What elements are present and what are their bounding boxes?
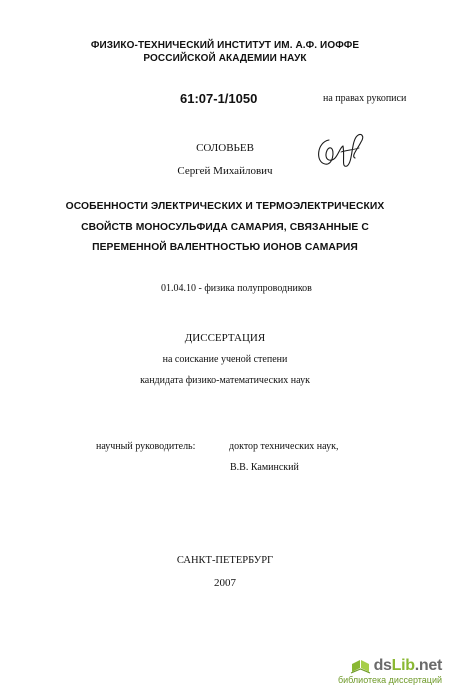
thesis-title-line3: ПЕРЕМЕННОЙ ВАЛЕНТНОСТЬЮ ИОНОВ САМАРИЯ	[92, 242, 358, 253]
watermark	[338, 657, 442, 685]
document-type-heading: ДИССЕРТАЦИЯ	[184, 332, 266, 344]
books-icon	[350, 657, 372, 675]
watermark-tagline: библиотека диссертаций	[337, 675, 442, 685]
supervisor-name: В.В. Каминский	[230, 462, 299, 473]
degree-sought-line2: кандидата физико-математических наук	[140, 375, 310, 386]
thesis-title-line2: СВОЙСТВ МОНОСУЛЬФИДА САМАРИЯ, СВЯЗАННЫЕ С	[81, 222, 369, 233]
supervisor-label: научный руководитель:	[96, 441, 196, 452]
watermark-logo	[338, 657, 442, 675]
publication-city: САНКТ-ПЕТЕРБУРГ	[176, 555, 274, 566]
institute-name-line1: ФИЗИКО-ТЕХНИЧЕСКИЙ ИНСТИТУТ ИМ. А.Ф. ИОФФЕ	[90, 40, 360, 51]
author-signature	[311, 128, 367, 174]
specialty-code: 01.04.10 - физика полупроводников	[161, 283, 312, 294]
degree-sought-line1: на соискание ученой степени	[162, 354, 288, 365]
author-surname: СОЛОВЬЕВ	[196, 142, 254, 154]
institute-name-line2: РОССИЙСКОЙ АКАДЕМИИ НАУК	[143, 53, 307, 64]
author-given-names: Сергей Михайлович	[177, 165, 273, 177]
watermark-brand: dsLib.net	[373, 657, 442, 674]
manuscript-rights-note: на правах рукописи	[323, 93, 407, 104]
publication-year: 2007	[214, 577, 236, 589]
manuscript-code: 61:07-1/1050	[180, 91, 258, 106]
thesis-title-line1: ОСОБЕННОСТИ ЭЛЕКТРИЧЕСКИХ И ТЕРМОЭЛЕКТРИЧЕСКИХ	[65, 201, 385, 212]
supervisor-degree: доктор технических наук,	[229, 441, 339, 452]
